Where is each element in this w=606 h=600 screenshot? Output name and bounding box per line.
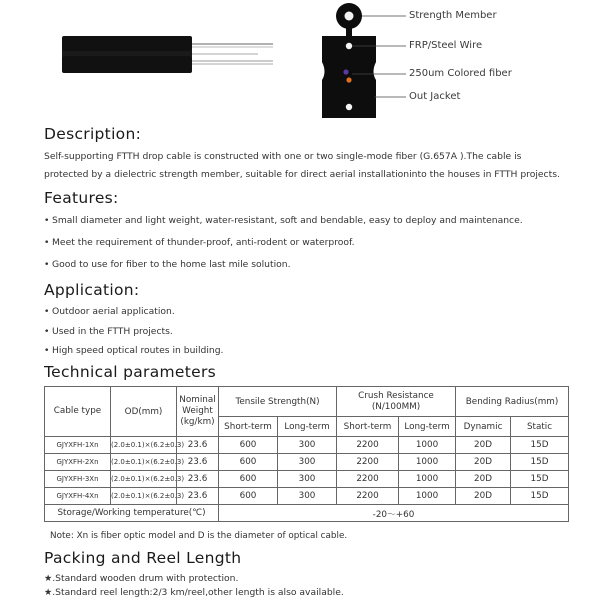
application-item-text: Used in the FTTH projects. <box>52 326 173 337</box>
feature-item-text: Meet the requirement of thunder-proof, anti-rodent or waterproof. <box>52 237 355 248</box>
packing-line: ★.Standard wooden drum with protection. <box>44 573 239 584</box>
label-out-jacket: Out Jacket <box>409 91 461 102</box>
cell-tensile-long: 300 <box>278 454 337 471</box>
cell-crush-short: 2200 <box>337 471 399 488</box>
storage-label: Storage/Working temperature(℃) <box>45 505 219 522</box>
header-tensile-short: Short-term <box>219 417 278 437</box>
cell-weight: 23.6 <box>177 488 219 505</box>
cell-crush-long: 1000 <box>399 471 456 488</box>
cell-tensile-long: 300 <box>278 471 337 488</box>
packing-line: ★.Standard reel length:2/3 km/reel,other length is also available. <box>44 587 344 598</box>
header-cable-type: Cable type <box>45 387 111 437</box>
cell-crush-long: 1000 <box>399 454 456 471</box>
feature-item-text: Good to use for fiber to the home last mile solution. <box>52 259 291 270</box>
cell-od: (2.0±0.1)×(6.2±0.3) <box>111 471 177 488</box>
cell-tensile-long: 300 <box>278 488 337 505</box>
cell-crush-short: 2200 <box>337 488 399 505</box>
cell-dynamic: 20D <box>456 437 511 454</box>
cell-od: (2.0±0.1)×(6.2±0.3) <box>111 437 177 454</box>
feature-item: • Small diameter and light weight, water-resistant, soft and bendable, easy to deploy and maintenance. <box>44 215 523 226</box>
label-strength-member: Strength Member <box>409 10 497 21</box>
cell-od: (2.0±0.1)×(6.2±0.3) <box>111 488 177 505</box>
cell-cable-type: GJYXFH-4Xn <box>45 488 111 505</box>
cell-dynamic: 20D <box>456 471 511 488</box>
table-row <box>45 454 569 471</box>
cell-weight: 23.6 <box>177 437 219 454</box>
feature-item: • Meet the requirement of thunder-proof, anti-rodent or waterproof. <box>44 237 355 248</box>
cell-crush-short: 2200 <box>337 454 399 471</box>
spec-table <box>44 386 569 522</box>
cell-static: 15D <box>511 437 569 454</box>
technical-heading: Technical parameters <box>44 363 217 381</box>
cell-weight: 23.6 <box>177 454 219 471</box>
cable-side-view-illustration <box>62 30 274 80</box>
application-item: • Used in the FTTH projects. <box>44 326 173 337</box>
cell-od: (2.0±0.1)×(6.2±0.3) <box>111 454 177 471</box>
table-row <box>45 488 569 505</box>
header-crush: Crush Resistance (N/100MM) <box>337 387 456 417</box>
application-heading: Application: <box>44 281 140 299</box>
cell-static: 15D <box>511 454 569 471</box>
cell-tensile-short: 600 <box>219 437 278 454</box>
cell-cable-type: GJYXFH-3Xn <box>45 471 111 488</box>
header-static: Static <box>511 417 569 437</box>
header-crush-long: Long-term <box>399 417 456 437</box>
application-item-text: Outdoor aerial application. <box>52 306 175 317</box>
application-item: • High speed optical routes in building. <box>44 345 224 356</box>
cell-crush-long: 1000 <box>399 437 456 454</box>
description-text <box>44 148 594 184</box>
application-item-text: High speed optical routes in building. <box>52 345 224 356</box>
description-line: protected by a dielectric strength member, suitable for direct aerial installationinto the houses in FTTH projects. <box>44 169 560 180</box>
cell-tensile-short: 600 <box>219 471 278 488</box>
feature-item: • Good to use for fiber to the home last mile solution. <box>44 259 291 270</box>
cell-cable-type: GJYXFH-2Xn <box>45 454 111 471</box>
cell-tensile-short: 600 <box>219 488 278 505</box>
feature-item-text: Small diameter and light weight, water-resistant, soft and bendable, easy to deploy and maintenance. <box>52 215 523 226</box>
cell-crush-short: 2200 <box>337 437 399 454</box>
cable-cross-section-figure <box>316 0 606 122</box>
table-header-row <box>45 387 569 417</box>
table-storage-row <box>45 505 569 522</box>
description-line: Self-supporting FTTH drop cable is constructed with one or two single-mode fiber (G.657A ).The cable is <box>44 151 522 162</box>
description-heading: Description: <box>44 125 142 143</box>
features-heading: Features: <box>44 189 119 207</box>
storage-value: -20～+60 <box>219 505 569 522</box>
cell-dynamic: 20D <box>456 488 511 505</box>
label-frp-steel-wire: FRP/Steel Wire <box>409 40 483 51</box>
cell-weight: 23.6 <box>177 471 219 488</box>
cell-static: 15D <box>511 471 569 488</box>
application-item: • Outdoor aerial application. <box>44 306 175 317</box>
header-bending: Bending Radius(mm) <box>456 387 569 417</box>
cell-tensile-short: 600 <box>219 454 278 471</box>
label-colored-fiber: 250um Colored fiber <box>409 68 512 79</box>
cell-dynamic: 20D <box>456 454 511 471</box>
header-crush-short: Short-term <box>337 417 399 437</box>
cell-tensile-long: 300 <box>278 437 337 454</box>
cell-cable-type: GJYXFH-1Xn <box>45 437 111 454</box>
packing-heading: Packing and Reel Length <box>44 549 242 567</box>
cell-crush-long: 1000 <box>399 488 456 505</box>
header-dynamic: Dynamic <box>456 417 511 437</box>
table-row <box>45 437 569 454</box>
header-weight: Nominal Weight (kg/km) <box>177 387 219 437</box>
header-tensile: Tensile Strength(N) <box>219 387 337 417</box>
cell-static: 15D <box>511 488 569 505</box>
table-note: Note: Xn is fiber optic model and D is the diameter of optical cable. <box>50 531 348 541</box>
table-row <box>45 471 569 488</box>
header-tensile-long: Long-term <box>278 417 337 437</box>
header-od: OD(mm) <box>111 387 177 437</box>
